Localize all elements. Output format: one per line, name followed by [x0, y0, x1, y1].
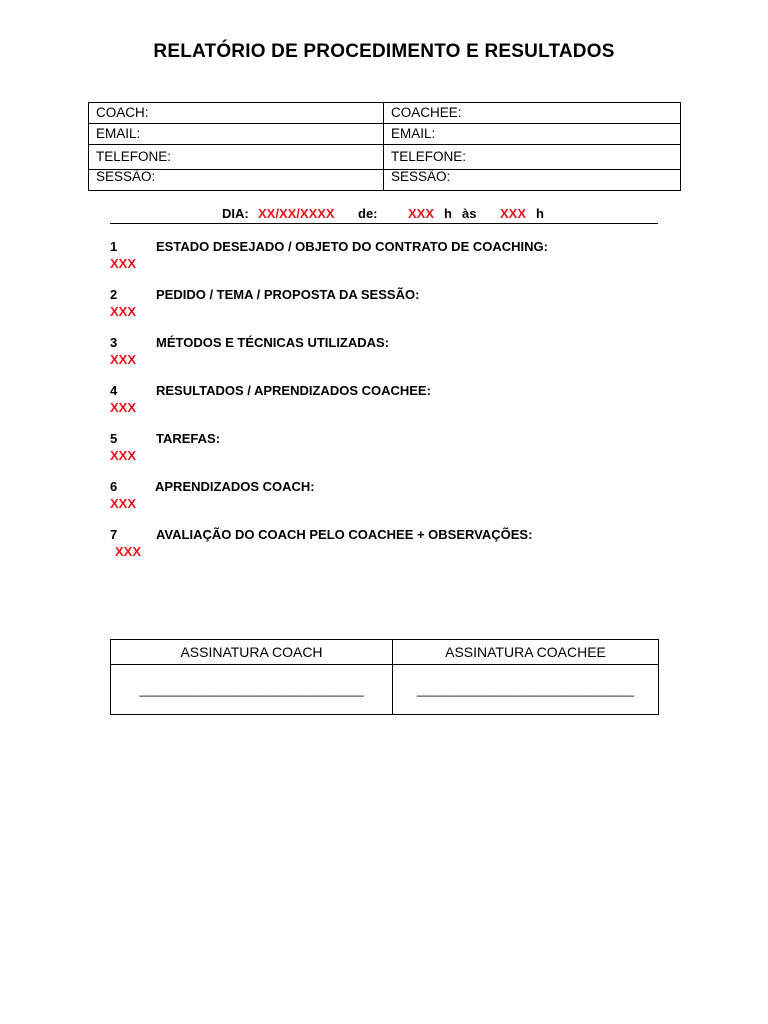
start-time-value: XXX — [408, 206, 435, 221]
section-label: ESTADO DESEJADO / OBJETO DO CONTRATO DE COACHING: — [156, 239, 548, 254]
table-row — [111, 640, 659, 665]
coach-signature-line: _______________________________ — [111, 665, 393, 715]
section-value: XXX — [110, 304, 137, 319]
section-value: XXX — [115, 544, 142, 559]
section-value: XXX — [110, 352, 137, 367]
table-row — [111, 665, 659, 715]
section-number: 7 — [110, 527, 118, 542]
coachee-email-label: EMAIL: — [384, 124, 681, 145]
coach-email-label: EMAIL: — [89, 124, 384, 145]
participant-info-table — [88, 102, 681, 191]
section-number: 3 — [110, 335, 118, 350]
section-number: 1 — [110, 239, 118, 254]
table-row — [89, 170, 681, 191]
coachee-session-label: SESSÃO: — [384, 170, 681, 191]
coach-phone-label: TELEFONE: — [89, 145, 384, 170]
date-line — [110, 206, 658, 224]
section-number: 4 — [110, 383, 118, 398]
section-value: XXX — [110, 400, 137, 415]
table-row — [89, 103, 681, 124]
table-row — [89, 124, 681, 145]
section-label: TAREFAS: — [156, 431, 221, 446]
table-row — [89, 145, 681, 170]
coachee-phone-label: TELEFONE: — [384, 145, 681, 170]
coach-signature-header: ASSINATURA COACH — [111, 640, 393, 665]
section-label: PEDIDO / TEMA / PROPOSTA DA SESSÃO: — [156, 287, 420, 302]
hour-unit-end: h — [536, 206, 544, 221]
coach-field-label: COACH: — [89, 103, 384, 124]
de-label: de: — [358, 206, 378, 221]
coachee-field-label: COACHEE: — [384, 103, 681, 124]
end-time-value: XXX — [500, 206, 527, 221]
section-value: XXX — [110, 256, 137, 271]
section-value: XXX — [110, 448, 137, 463]
as-label: às — [462, 206, 477, 221]
section-label: MÉTODOS E TÉCNICAS UTILIZADAS: — [156, 335, 390, 350]
coachee-signature-header: ASSINATURA COACHEE — [393, 640, 659, 665]
section-number: 6 — [110, 479, 118, 494]
document-title: RELATÓRIO DE PROCEDIMENTO E RESULTADOS — [153, 41, 615, 62]
section-number: 2 — [110, 287, 118, 302]
coachee-signature-line: ______________________________ — [393, 665, 659, 715]
coach-session-label: SESSÃO: — [89, 170, 384, 191]
section-label: RESULTADOS / APRENDIZADOS COACHEE: — [156, 383, 431, 398]
date-value: XX/XX/XXXX — [258, 206, 335, 221]
hour-unit-start: h — [444, 206, 452, 221]
dia-label: DIA: — [222, 206, 249, 221]
section-label: AVALIAÇÃO DO COACH PELO COACHEE + OBSERVAÇÕES: — [156, 527, 533, 542]
section-label: APRENDIZADOS COACH: — [155, 479, 315, 494]
section-number: 5 — [110, 431, 118, 446]
signature-table — [110, 639, 659, 715]
section-value: XXX — [110, 496, 137, 511]
